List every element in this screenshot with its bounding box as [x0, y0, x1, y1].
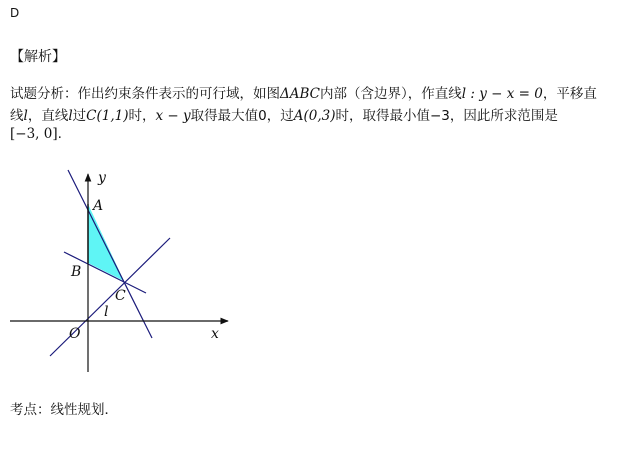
answer-range: [−3, 0] [10, 126, 58, 142]
origin-label: O [69, 326, 81, 342]
boundary-line-ac [68, 170, 152, 338]
analysis-text: 作出约束条件表示的可行域，如图 [77, 86, 280, 102]
analysis-prefix: 试题分析： [10, 86, 78, 102]
analysis-text: ，平移直 [542, 86, 597, 102]
line-variable: l [23, 108, 28, 124]
analysis-text: 线 [10, 108, 24, 124]
analysis-text: ，直线 [27, 108, 69, 124]
analysis-line-2 [10, 104, 558, 124]
feasible-region-figure [0, 160, 260, 385]
analysis-heading: 【解析】 [10, 49, 66, 65]
vertex-a-label: A [93, 198, 104, 214]
analysis-text: 时， [128, 108, 156, 124]
line-variable: l [68, 108, 73, 124]
analysis-text: . [57, 126, 62, 142]
y-axis-label: y [98, 170, 106, 186]
analysis-text: 取得最大值0，过 [190, 108, 294, 124]
point-a: A(0,3) [293, 108, 336, 124]
x-axis-label: x [211, 326, 219, 342]
analysis-text: 过 [72, 108, 87, 124]
line-equation: l : y − x = 0 [461, 86, 543, 102]
kaodian-text: 考点：线性规划． [10, 402, 118, 418]
vertex-b-label: B [71, 264, 82, 280]
triangle-label: ΔABC [280, 86, 320, 102]
line-l-label: l [104, 304, 109, 320]
answer-text: D [10, 6, 20, 20]
analysis-text: 内部（含边界），作直线 [320, 86, 462, 102]
feasible-region [88, 204, 124, 281]
vertex-c-label: C [115, 288, 126, 304]
analysis-line-3 [10, 126, 62, 142]
point-c: C(1,1) [86, 108, 129, 124]
analysis-text: 时，取得最小值−3，因此所求范围是 [335, 108, 558, 124]
objective-expression: x − y [155, 108, 191, 124]
analysis-line-1 [10, 82, 597, 102]
